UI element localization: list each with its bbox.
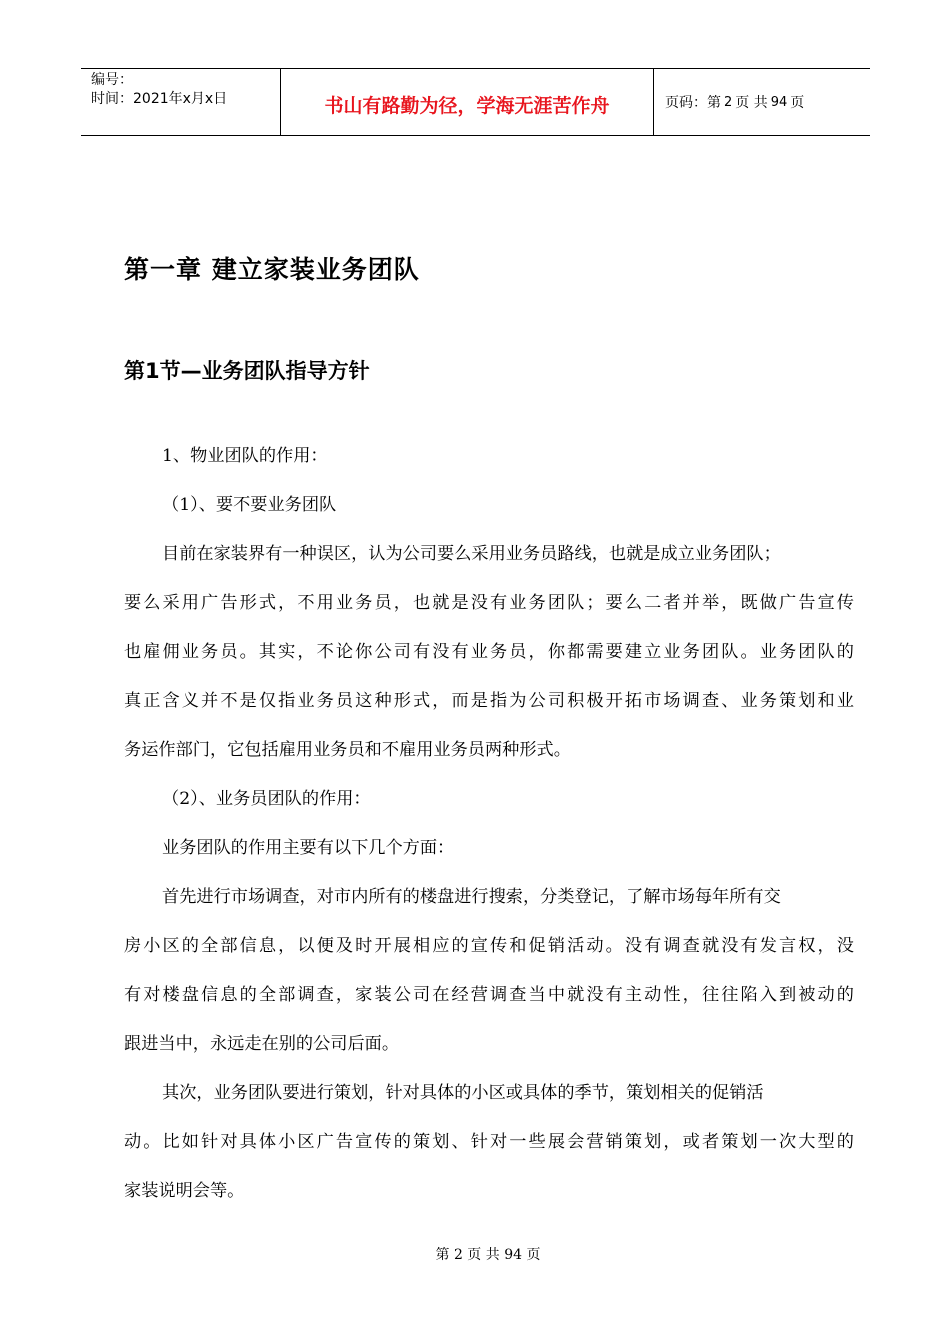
paragraph-line: 也雇佣业务员。其实，不论你公司有没有业务员，你都需要建立业务团队。业务团队的	[124, 642, 854, 662]
paragraph-line: 动。比如针对具体小区广告宣传的策划、针对一些展会营销策划，或者策划一次大型的	[124, 1132, 854, 1152]
paragraph-line: 首先进行市场调查，对市内所有的楼盘进行搜索，分类登记，了解市场每年所有交	[162, 887, 781, 907]
paragraph-line: （2）、业务员团队的作用：	[162, 789, 371, 809]
page-mid: 页 共	[735, 95, 768, 111]
page-current: 2	[724, 94, 733, 110]
page-total: 94	[770, 94, 788, 110]
paragraph-line: 业务团队的作用主要有以下几个方面：	[162, 838, 455, 858]
paragraph-line: 房小区的全部信息，以便及时开展相应的宣传和促销活动。没有调查就没有发言权，没	[124, 936, 854, 956]
paragraph-line: 真正含义并不是仅指业务员这种形式，而是指为公司积极开拓市场调查、业务策划和业	[124, 691, 854, 711]
chapter-title: 第一章 建立家装业务团队	[124, 255, 420, 284]
paragraph-line: 务运作部门，它包括雇用业务员和不雇用业务员两种形式。	[124, 740, 571, 760]
page-footer: 第 2 页 共 94 页	[435, 1247, 541, 1263]
paragraph-line: 要么采用广告形式，不用业务员，也就是没有业务团队；要么二者并举，既做广告宣传	[124, 593, 854, 613]
date-label: 时间：2021年x月x日	[91, 91, 228, 107]
paragraph-line: 家装说明会等。	[124, 1181, 245, 1201]
body-text	[124, 432, 854, 1216]
paragraph-line: 其次，业务团队要进行策划，针对具体的小区或具体的季节，策划相关的促销活	[162, 1083, 764, 1103]
header-motto: 书山有路勤为径，学海无涯苦作舟	[281, 69, 654, 135]
page-header	[81, 68, 870, 136]
header-page-info	[654, 69, 870, 135]
header-meta	[81, 69, 281, 135]
paragraph-line: 目前在家装界有一种误区，认为公司要么采用业务员路线，也就是成立业务团队；	[162, 544, 781, 564]
page-suffix: 页	[790, 95, 805, 111]
page-prefix: 页码：第	[665, 95, 721, 111]
section-title: 第1节—业务团队指导方针	[124, 359, 370, 383]
paragraph-line: （1）、要不要业务团队	[162, 495, 337, 515]
number-label: 编号：	[91, 72, 133, 88]
paragraph-line: 跟进当中，永远走在别的公司后面。	[124, 1034, 400, 1054]
paragraph-line: 有对楼盘信息的全部调查，家装公司在经营调查当中就没有主动性，往往陷入到被动的	[124, 985, 854, 1005]
paragraph-line: 1、物业团队的作用：	[162, 446, 328, 466]
